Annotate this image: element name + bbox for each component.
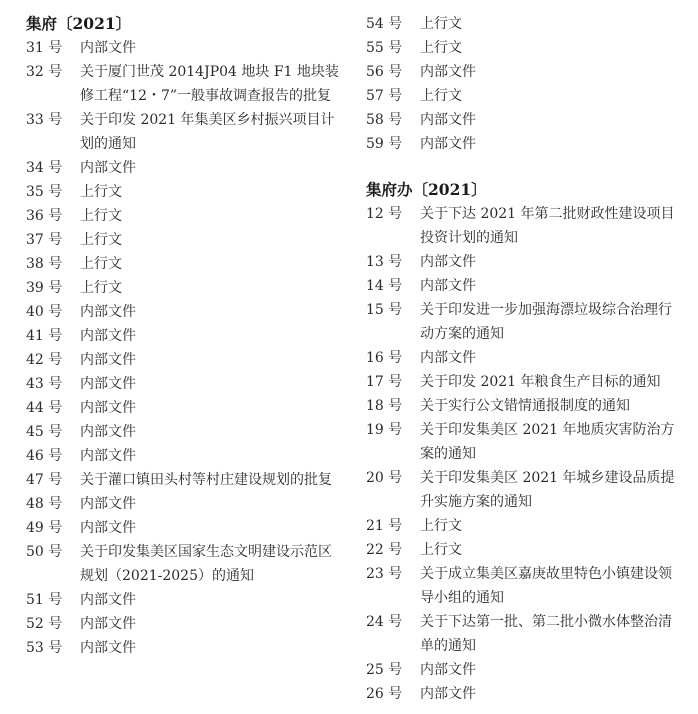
- document-entry: [366, 36, 684, 60]
- document-entry: [26, 228, 348, 252]
- document-number: 55 号: [366, 40, 403, 56]
- document-number: 43 号: [26, 376, 63, 392]
- document-title: 内部文件: [80, 400, 136, 416]
- document-entry: [26, 36, 348, 60]
- document-number: 14 号: [366, 278, 403, 294]
- document-entry: [26, 348, 348, 372]
- document-title: 内部文件: [420, 686, 476, 702]
- document-title: 内部文件: [80, 160, 136, 176]
- document-entry: [366, 370, 684, 394]
- document-title: 内部文件: [80, 352, 136, 368]
- document-number: 37 号: [26, 232, 63, 248]
- document-title: 关于厦门世茂 2014JP04 地块 F1 地块装修工程“12・7”一般事故调查报告的批复: [80, 64, 339, 104]
- document-entry: [366, 562, 684, 610]
- document-number: 51 号: [26, 592, 63, 608]
- document-entry: [26, 492, 348, 516]
- document-entry: [26, 108, 348, 156]
- document-number: 31 号: [26, 40, 63, 56]
- document-title: 上行文: [80, 184, 122, 200]
- document-entry: [26, 612, 348, 636]
- document-number: 15 号: [366, 302, 403, 318]
- document-entry: [366, 250, 684, 274]
- document-title: 内部文件: [420, 136, 476, 152]
- document-title: 关于下达第一批、第二批小微水体整治清单的通知: [420, 614, 672, 654]
- document-number: 41 号: [26, 328, 63, 344]
- document-title: 内部文件: [80, 616, 136, 632]
- document-entry: [366, 84, 684, 108]
- document-title: 上行文: [420, 88, 462, 104]
- document-title: 内部文件: [80, 40, 136, 56]
- document-entry: [366, 132, 684, 156]
- document-list-jifu: [26, 36, 348, 660]
- document-entry: [366, 12, 684, 36]
- document-number: 56 号: [366, 64, 403, 80]
- document-entry: [26, 372, 348, 396]
- document-number: 33 号: [26, 112, 63, 128]
- document-entry: [366, 466, 684, 514]
- document-number: 24 号: [366, 614, 403, 630]
- document-entry: [26, 156, 348, 180]
- document-title: 内部文件: [80, 376, 136, 392]
- left-column: [26, 0, 348, 660]
- document-number: 47 号: [26, 472, 63, 488]
- document-title: 上行文: [80, 256, 122, 272]
- document-number: 18 号: [366, 398, 403, 414]
- document-number: 26 号: [366, 686, 403, 702]
- document-title: 内部文件: [420, 278, 476, 294]
- document-entry: [366, 610, 684, 658]
- document-number: 52 号: [26, 616, 63, 632]
- document-number: 34 号: [26, 160, 63, 176]
- document-entry: [26, 516, 348, 540]
- document-title: 关于印发 2021 年粮食生产目标的通知: [420, 374, 661, 390]
- document-entry: [26, 324, 348, 348]
- document-title: 上行文: [80, 280, 122, 296]
- document-number: 39 号: [26, 280, 63, 296]
- document-title: 关于实行公文错情通报制度的通知: [420, 398, 630, 414]
- document-title: 关于印发集美区 2021 年地质灾害防治方案的通知: [420, 422, 675, 462]
- document-title: 关于印发集美区国家生态文明建设示范区规划（2021-2025）的通知: [80, 544, 332, 584]
- document-number: 58 号: [366, 112, 403, 128]
- document-title: 内部文件: [420, 112, 476, 128]
- document-title: 内部文件: [420, 254, 476, 270]
- document-number: 35 号: [26, 184, 63, 200]
- document-number: 21 号: [366, 518, 403, 534]
- document-number: 38 号: [26, 256, 63, 272]
- document-title: 内部文件: [80, 424, 136, 440]
- document-entry: [26, 420, 348, 444]
- document-entry: [366, 202, 684, 250]
- document-number: 23 号: [366, 566, 403, 582]
- document-title: 内部文件: [80, 640, 136, 656]
- document-number: 20 号: [366, 470, 403, 486]
- document-entry: [366, 108, 684, 132]
- document-number: 17 号: [366, 374, 403, 390]
- document-number: 50 号: [26, 544, 63, 560]
- document-number: 19 号: [366, 422, 403, 438]
- document-number: 40 号: [26, 304, 63, 320]
- document-title: 上行文: [80, 208, 122, 224]
- document-entry: [26, 300, 348, 324]
- document-title: 内部文件: [80, 448, 136, 464]
- document-entry: [366, 514, 684, 538]
- document-entry: [26, 540, 348, 588]
- document-title: 内部文件: [420, 350, 476, 366]
- document-title: 内部文件: [80, 592, 136, 608]
- document-number: 59 号: [366, 136, 403, 152]
- document-title: 内部文件: [420, 662, 476, 678]
- document-entry: [26, 468, 348, 492]
- document-number: 44 号: [26, 400, 63, 416]
- document-title: 内部文件: [80, 496, 136, 512]
- document-entry: [26, 276, 348, 300]
- document-number: 32 号: [26, 64, 63, 80]
- document-entry: [366, 682, 684, 706]
- document-number: 16 号: [366, 350, 403, 366]
- document-title: 关于印发 2021 年集美区乡村振兴项目计划的通知: [80, 112, 335, 152]
- document-title: 关于印发集美区 2021 年城乡建设品质提升实施方案的通知: [420, 470, 675, 510]
- document-number: 36 号: [26, 208, 63, 224]
- document-title: 关于灌口镇田头村等村庄建设规划的批复: [80, 472, 332, 488]
- section-spacer: [366, 156, 684, 178]
- document-entry: [26, 204, 348, 228]
- document-entry: [366, 346, 684, 370]
- section-heading-jifu: 集府〔2021〕: [26, 14, 132, 33]
- document-entry: [26, 396, 348, 420]
- document-entry: [366, 298, 684, 346]
- document-number: 49 号: [26, 520, 63, 536]
- document-title: 上行文: [80, 232, 122, 248]
- document-number: 13 号: [366, 254, 403, 270]
- document-list-jifuban: [366, 202, 684, 706]
- document-entry: [26, 252, 348, 276]
- document-number: 57 号: [366, 88, 403, 104]
- section-heading-jifuban: 集府办〔2021〕: [366, 180, 487, 199]
- document-title: 关于成立集美区嘉庚故里特色小镇建设领导小组的通知: [420, 566, 672, 606]
- document-entry: [366, 394, 684, 418]
- document-number: 22 号: [366, 542, 403, 558]
- document-entry: [366, 418, 684, 466]
- document-title: 关于印发进一步加强海漂垃圾综合治理行动方案的通知: [420, 302, 672, 342]
- document-number: 46 号: [26, 448, 63, 464]
- document-title: 关于下达 2021 年第二批财政性建设项目投资计划的通知: [420, 206, 675, 246]
- document-number: 54 号: [366, 16, 403, 32]
- document-entry: [366, 538, 684, 562]
- document-title: 内部文件: [80, 328, 136, 344]
- document-title: 内部文件: [80, 520, 136, 536]
- document-number: 42 号: [26, 352, 63, 368]
- document-number: 25 号: [366, 662, 403, 678]
- document-number: 12 号: [366, 206, 403, 222]
- document-number: 45 号: [26, 424, 63, 440]
- document-entry: [26, 588, 348, 612]
- document-title: 上行文: [420, 16, 462, 32]
- document-entry: [366, 60, 684, 84]
- document-list-jifu-continued: [366, 12, 684, 156]
- document-title: 上行文: [420, 518, 462, 534]
- document-title: 内部文件: [420, 64, 476, 80]
- document-title: 上行文: [420, 40, 462, 56]
- document-number: 48 号: [26, 496, 63, 512]
- document-title: 内部文件: [80, 304, 136, 320]
- document-entry: [26, 444, 348, 468]
- document-title: 上行文: [420, 542, 462, 558]
- document-entry: [26, 60, 348, 108]
- document-entry: [26, 180, 348, 204]
- right-column: [366, 0, 684, 706]
- document-number: 53 号: [26, 640, 63, 656]
- document-entry: [366, 274, 684, 298]
- document-entry: [366, 658, 684, 682]
- document-entry: [26, 636, 348, 660]
